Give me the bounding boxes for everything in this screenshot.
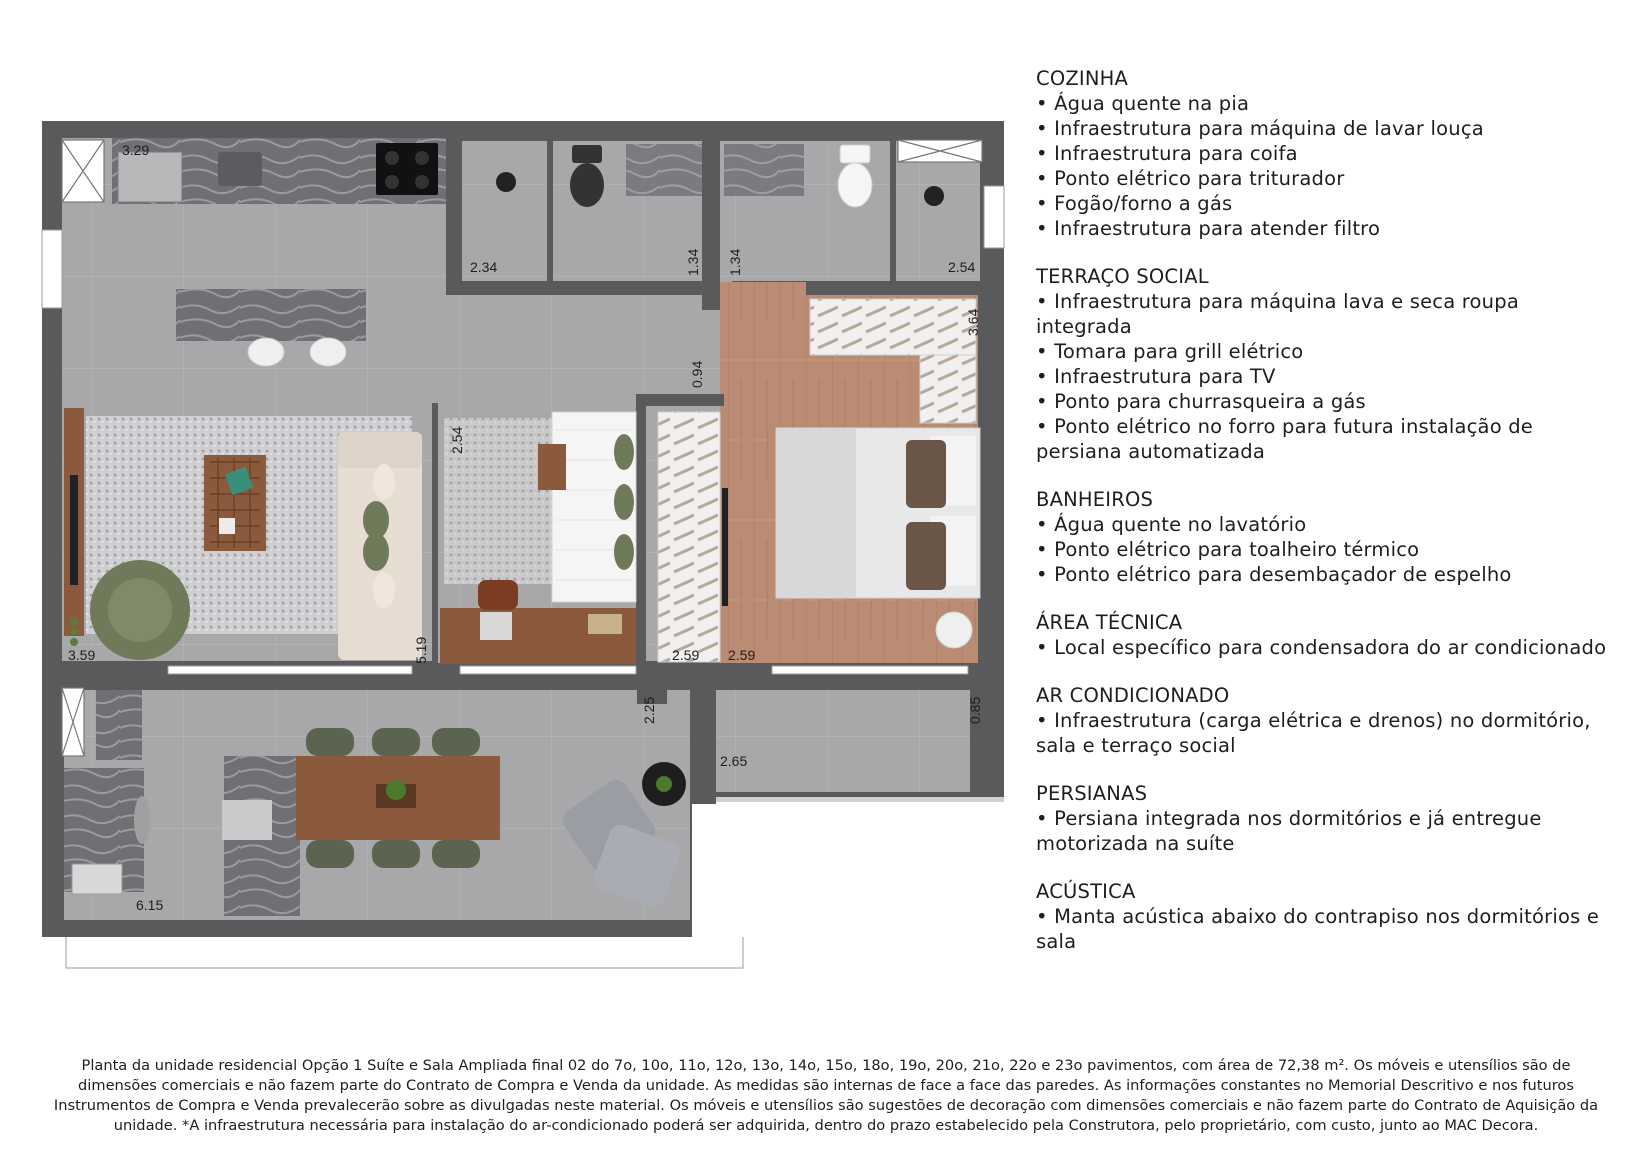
spec-item: • Água quente no lavatório — [1036, 513, 1307, 536]
spec-section — [1036, 879, 1616, 954]
spec-item: • Infraestrutura para TV — [1036, 365, 1276, 388]
spec-section-title: PERSIANAS — [1036, 782, 1148, 805]
wardrobe-room-2 — [658, 412, 720, 662]
dim-service-depth: 0.85 — [967, 696, 983, 724]
grill — [72, 864, 122, 894]
spec-section-title: AR CONDICIONADO — [1036, 684, 1230, 707]
spec-item: • Ponto elétrico para toalheiro térmico — [1036, 538, 1420, 561]
window-living — [168, 666, 412, 674]
spec-item: • Local específico para condensadora do ar condicionado — [1036, 636, 1607, 659]
spec-item: • Infraestrutura para máquina de lavar louça — [1036, 117, 1484, 140]
dim-terrace-depth: 2.25 — [641, 696, 657, 724]
spec-section-title: BANHEIROS — [1036, 488, 1154, 511]
footnote: Planta da unidade residencial Opção 1 Suíte e Sala Ampliada final 02 do 7o, 10o, 11o, 12o, 13o, 14o, 15o, 18o, 19o, 20o, 21o, 22o e 23o pavimentos, com área de 72,38 m². Os móveis e utensílios são de dimensões comerciais e não fazem parte do Contrato de Compra e Venda da unidade. As medidas são internas de face a face das paredes. As informações constantes no Memorial Descritivo e nos futuros Instrumentos de Compra e Venda prevalecerão sobre as divulgadas neste material. Os móveis e utensílios são sugestões de decoração com dimensões comerciais e não fazem parte do Contrato de Aquisição da unidade. *A infraestrutura necessária para instalação do ar-condicionado poderá ser adquirida, dentro do prazo estabelecido pela Construtora, pelo proprietário, com custo, junto ao MAC Decora. — [53, 1057, 1599, 1134]
spec-item: • Infraestrutura para máquina lava e seca roupa integrada — [1036, 290, 1519, 338]
dim-kitchen-width: 3.29 — [122, 142, 150, 158]
dim-living-depth: 5.19 — [413, 636, 429, 664]
dim-terrace-width: 6.15 — [136, 897, 164, 913]
cooktop — [376, 143, 438, 195]
spec-item: • Ponto para churrasqueira a gás — [1036, 390, 1366, 413]
suite-closet — [810, 299, 976, 355]
spec-item: • Manta acústica abaixo do contrapiso nos dormitórios e sala — [1036, 905, 1600, 953]
dim-hall: 0.94 — [689, 360, 705, 388]
dim-bath-1-depth: 1.34 — [685, 248, 701, 276]
kitchen-island — [176, 289, 366, 341]
spec-item: • Água quente na pia — [1036, 92, 1250, 115]
dim-bath-2: 2.54 — [948, 259, 976, 275]
spec-section-title: ÁREA TÉCNICA — [1036, 611, 1183, 634]
spec-item: • Fogão/forno a gás — [1036, 192, 1233, 215]
spec-item: • Ponto elétrico para triturador — [1036, 167, 1345, 190]
specs-list — [1036, 66, 1616, 977]
spec-item: • Ponto elétrico no forro para futura instalação de persiana automatizada — [1036, 415, 1534, 463]
spec-section-title: COZINHA — [1036, 67, 1129, 90]
spec-item: • Persiana integrada nos dormitórios e já entregue motorizada na suíte — [1036, 807, 1542, 855]
spec-item: • Infraestrutura para atender filtro — [1036, 217, 1381, 240]
spec-item: • Infraestrutura para coifa — [1036, 142, 1298, 165]
coffee-table — [204, 455, 266, 551]
spec-section — [1036, 66, 1616, 241]
dim-bath-1: 2.34 — [470, 259, 498, 275]
spec-section-title: TERRAÇO SOCIAL — [1036, 265, 1209, 288]
dim-room-2-depth: 2.54 — [449, 426, 465, 454]
spec-section — [1036, 487, 1616, 587]
dim-closet-width: 2.59 — [672, 647, 700, 663]
spec-section — [1036, 610, 1616, 660]
service-floor — [690, 690, 970, 792]
dim-bath-2-depth: 1.34 — [727, 248, 743, 276]
spec-item: • Infraestrutura (carga elétrica e drenos) no dormitório, sala e terraço social — [1036, 709, 1591, 757]
spec-section — [1036, 683, 1616, 758]
spec-item: • Ponto elétrico para desembaçador de espelho — [1036, 563, 1512, 586]
spec-section — [1036, 264, 1616, 464]
dim-service-width: 2.65 — [720, 753, 748, 769]
spec-section-title: ACÚSTICA — [1036, 880, 1136, 903]
dim-suite-closet: 3.64 — [965, 308, 981, 336]
dim-living: 3.59 — [68, 647, 96, 663]
spec-item: • Tomara para grill elétrico — [1036, 340, 1304, 363]
dim-suite-width: 2.59 — [728, 647, 756, 663]
spec-section — [1036, 781, 1616, 856]
